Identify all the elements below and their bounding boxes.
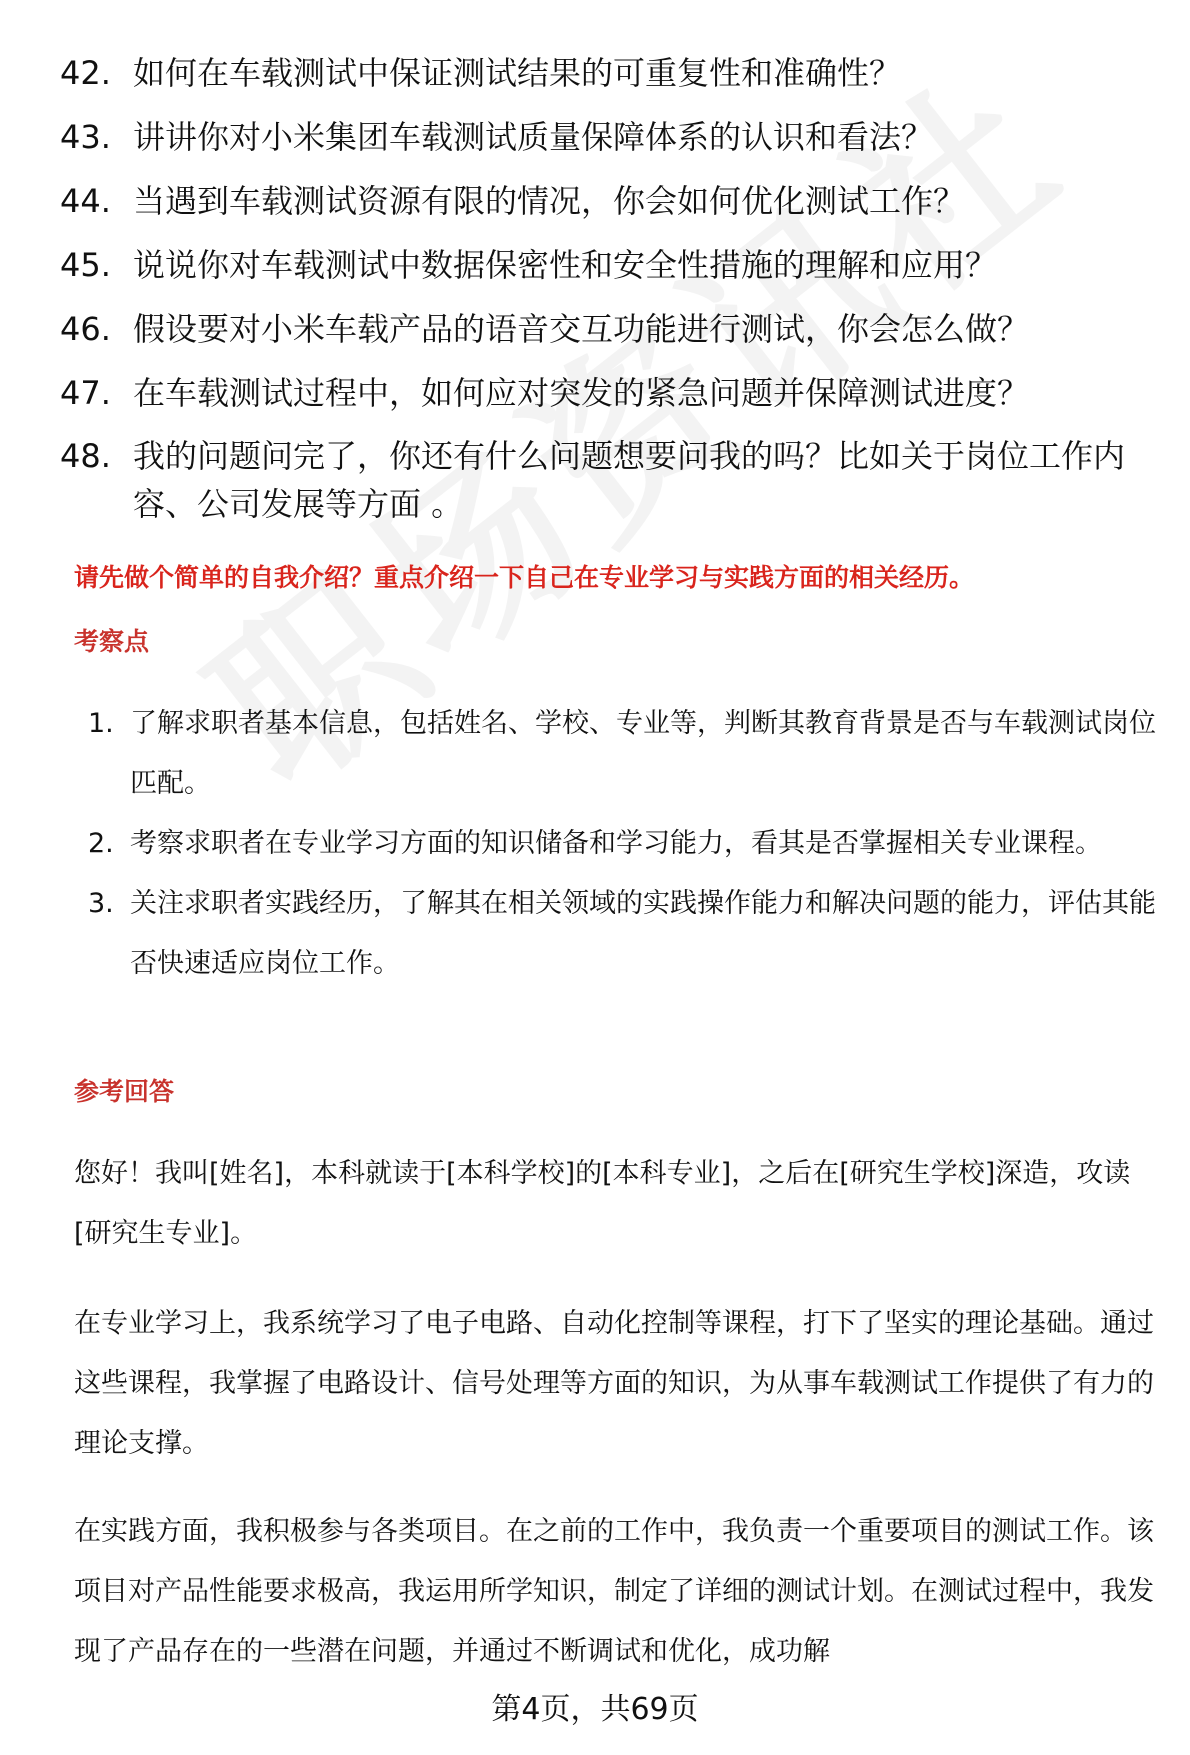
exam-point-number: 2. — [88, 828, 114, 859]
question-number: 43. — [60, 118, 111, 156]
answer-paragraph: 在专业学习上，我系统学习了电子电路、自动化控制等课程，打下了坚实的理论基础。通过这些课程，我掌握了电路设计、信号处理等方面的知识，为从事车载测试工作提供了有力的理论支撑。 — [74, 1308, 1154, 1459]
question-text: 当遇到车载测试资源有限的情况，你会如何优化测试工作？ — [133, 182, 966, 220]
question-item — [60, 368, 1140, 418]
question-item — [60, 112, 1140, 162]
question-number: 46. — [60, 310, 111, 348]
question-item — [60, 432, 1140, 528]
exam-points-heading: 考察点 — [74, 627, 150, 656]
exam-point-text: 了解求职者基本信息，包括姓名、学校、专业等，判断其教育背景是否与车载测试岗位匹配。 — [130, 708, 1156, 799]
question-text: 在车载测试过程中，如何应对突发的紧急问题并保障测试进度？ — [133, 374, 1030, 412]
reference-answer-heading: 参考回答 — [74, 1077, 175, 1106]
question-text: 我的问题问完了，你还有什么问题想要问我的吗？比如关于岗位工作内容、公司发展等方面 。 — [133, 437, 1126, 523]
question-number: 44. — [60, 182, 111, 220]
answer-paragraph: 您好！我叫[姓名]，本科就读于[本科学校]的[本科专业]，之后在[研究生学校]深造，攻读[研究生专业]。 — [74, 1158, 1131, 1249]
question-number: 45. — [60, 246, 111, 284]
exam-point-item — [88, 874, 1158, 994]
exam-point-text: 考察求职者在专业学习方面的知识储备和学习能力，看其是否掌握相关专业课程。 — [130, 828, 1102, 859]
question-number: 42. — [60, 54, 111, 92]
question-list — [60, 48, 1140, 528]
exam-point-item — [88, 694, 1158, 814]
highlight-question: 请先做个简单的自我介绍？重点介绍一下自己在专业学习与实践方面的相关经历。 — [74, 563, 975, 592]
question-item — [60, 48, 1140, 98]
question-text: 讲讲你对小米集团车载测试质量保障体系的认识和看法？ — [133, 118, 934, 156]
exam-point-number: 3. — [88, 888, 114, 919]
question-text: 如何在车载测试中保证测试结果的可重复性和准确性？ — [133, 54, 902, 92]
question-item — [60, 304, 1140, 354]
answer-paragraph: 在实践方面，我积极参与各类项目。在之前的工作中，我负责一个重要项目的测试工作。该项目对产品性能要求极高，我运用所学知识，制定了详细的测试计划。在测试过程中，我发现了产品存在的一些潜在问题，并通过不断调试和优化，成功解 — [74, 1516, 1154, 1667]
exam-points-list — [88, 694, 1158, 994]
exam-point-number: 1. — [88, 708, 114, 739]
question-number: 47. — [60, 374, 111, 412]
question-text: 假设要对小米车载产品的语音交互功能进行测试，你会怎么做？ — [133, 310, 1030, 348]
question-text: 说说你对车载测试中数据保密性和安全性措施的理解和应用？ — [133, 246, 998, 284]
exam-point-item — [88, 814, 1158, 874]
page-footer: 第4页，共69页 — [491, 1692, 699, 1727]
question-item — [60, 240, 1140, 290]
exam-point-text: 关注求职者实践经历，了解其在相关领域的实践操作能力和解决问题的能力，评估其能否快速适应岗位工作。 — [130, 888, 1156, 979]
question-number: 48. — [60, 437, 111, 475]
question-item — [60, 176, 1140, 226]
